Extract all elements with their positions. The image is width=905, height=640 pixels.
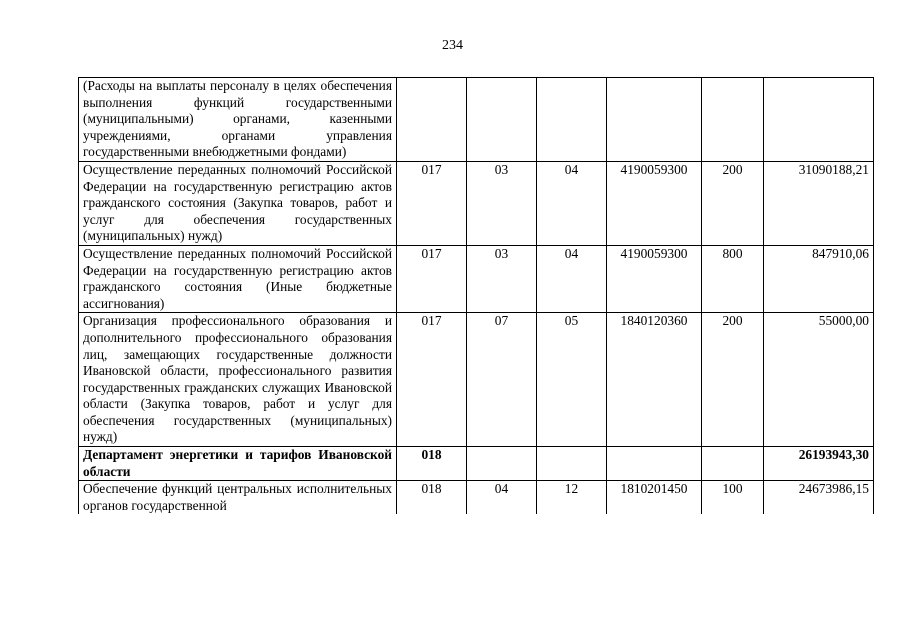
row-expense-type: 200 (702, 313, 764, 447)
row-ministry-code: 018 (397, 481, 467, 515)
row-expense-type: 100 (702, 481, 764, 515)
row-target-article: 1810201450 (607, 481, 702, 515)
row-target-article: 1840120360 (607, 313, 702, 447)
row-target-article: 4190059300 (607, 245, 702, 312)
page-number: 234 (442, 38, 463, 53)
table-row-department (79, 447, 874, 481)
row-amount: 31090188,21 (764, 161, 874, 245)
row-target-article (607, 78, 702, 162)
table-row (79, 161, 874, 245)
row-expense-type: 200 (702, 161, 764, 245)
row-section-code (467, 78, 537, 162)
row-description: Осуществление переданных полномочий Российской Федерации на государственную регистрацию актов гражданского состояния (Закупка товаров, работ и услуг для обеспечения государственных (муниципальных) нужд) (79, 161, 397, 245)
row-ministry-code (397, 78, 467, 162)
table-row (79, 78, 874, 162)
row-expense-type: 800 (702, 245, 764, 312)
budget-table (78, 77, 874, 514)
row-ministry-code: 017 (397, 161, 467, 245)
row-description: Обеспечение функций центральных исполнительных органов государственной (79, 481, 397, 515)
row-amount: 24673986,15 (764, 481, 874, 515)
row-ministry-code: 017 (397, 245, 467, 312)
row-description: Осуществление переданных полномочий Российской Федерации на государственную регистрацию актов гражданского состояния (Иные бюджетные ассигнования) (79, 245, 397, 312)
row-subsection-code: 04 (537, 161, 607, 245)
row-section-code (467, 447, 537, 481)
row-amount: 26193943,30 (764, 447, 874, 481)
row-target-article (607, 447, 702, 481)
row-expense-type (702, 447, 764, 481)
table-row (79, 313, 874, 447)
row-subsection-code: 12 (537, 481, 607, 515)
row-section-code: 07 (467, 313, 537, 447)
row-amount (764, 78, 874, 162)
table-row (79, 245, 874, 312)
row-amount: 55000,00 (764, 313, 874, 447)
row-target-article: 4190059300 (607, 161, 702, 245)
row-description: Организация профессионального образования и дополнительного профессионального образования лиц, замещающих государственные должности Ивановской области, профессионального развития государственных гражданских служащих Ивановской области (Закупка товаров, работ и услуг для обеспечения государственных (муниципальных) нужд) (79, 313, 397, 447)
row-section-code: 03 (467, 245, 537, 312)
row-section-code: 04 (467, 481, 537, 515)
row-subsection-code: 04 (537, 245, 607, 312)
row-ministry-code: 018 (397, 447, 467, 481)
row-description: (Расходы на выплаты персоналу в целях обеспечения выполнения функций государственными (муниципальными) органами, казенными учреждениями, органами управления государственными внебюджетными фондами) (79, 78, 397, 162)
row-amount: 847910,06 (764, 245, 874, 312)
row-expense-type (702, 78, 764, 162)
table-row (79, 481, 874, 515)
row-subsection-code (537, 78, 607, 162)
row-ministry-code: 017 (397, 313, 467, 447)
row-subsection-code: 05 (537, 313, 607, 447)
row-description: Департамент энергетики и тарифов Ивановской области (79, 447, 397, 481)
row-subsection-code (537, 447, 607, 481)
row-section-code: 03 (467, 161, 537, 245)
